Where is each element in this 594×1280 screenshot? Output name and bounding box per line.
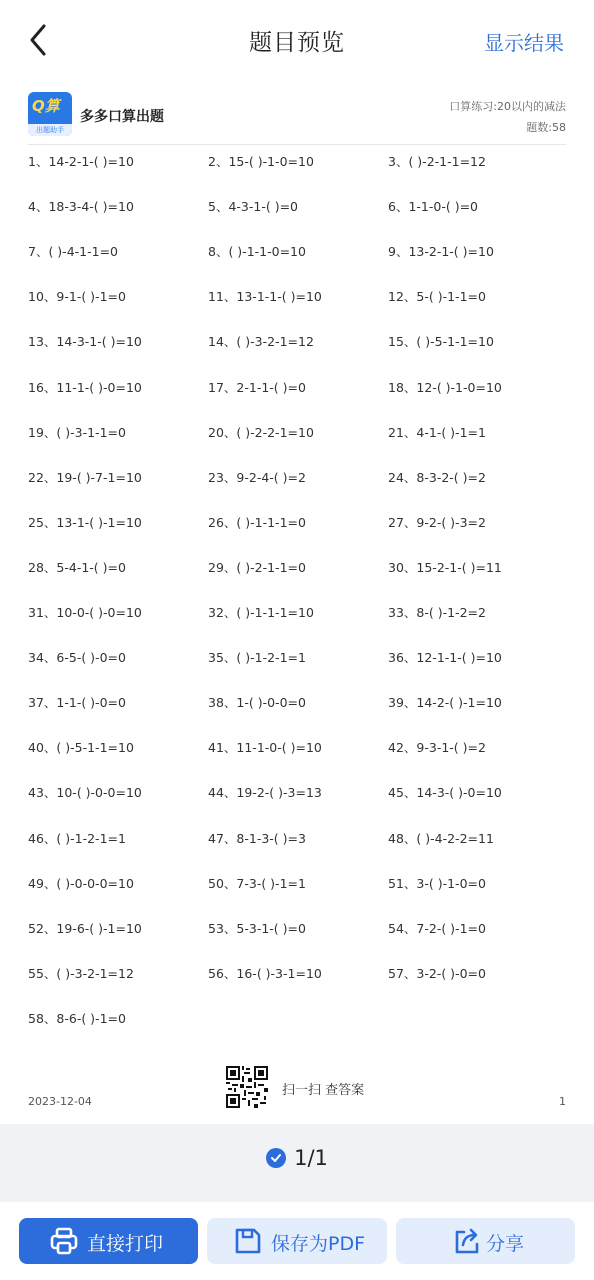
question-item: 50、7-3-( )-1=1 — [208, 875, 306, 891]
question-item: 16、11-1-( )-0=10 — [28, 379, 142, 395]
question-item: 3、( )-2-1-1=12 — [388, 154, 486, 169]
brand-name: 多多口算出题 — [80, 109, 164, 125]
header-divider — [28, 144, 566, 145]
question-item: 52、19-6-( )-1=10 — [28, 920, 142, 936]
page-selector[interactable] — [0, 1146, 594, 1170]
question-item: 36、12-1-1-( )=10 — [388, 650, 502, 666]
question-item: 26、( )-1-1-1=0 — [208, 514, 306, 530]
question-item: 18、12-( )-1-0=10 — [388, 379, 502, 395]
question-item: 55、( )-3-2-1=12 — [28, 965, 134, 981]
worksheet-subject: 口算练习:20以内的减法 — [449, 100, 566, 113]
question-item: 32、( )-1-1-1=10 — [208, 605, 314, 620]
worksheet-date: 2023-12-04 — [28, 1095, 92, 1108]
question-item: 17、2-1-1-( )=0 — [208, 379, 306, 395]
page-count-label: 1/1 — [294, 1146, 328, 1170]
question-item: 47、8-1-3-( )=3 — [208, 830, 306, 846]
question-item: 38、1-( )-0-0=0 — [208, 695, 306, 711]
question-item: 54、7-2-( )-1=0 — [388, 920, 486, 936]
question-item: 33、8-( )-1-2=2 — [388, 605, 486, 620]
question-item: 58、8-6-( )-1=0 — [28, 1010, 126, 1026]
question-item: 5、4-3-1-( )=0 — [208, 199, 298, 215]
question-item: 39、14-2-( )-1=10 — [388, 695, 502, 711]
question-item: 30、15-2-1-( )=11 — [388, 559, 502, 575]
logo-text: Q算 — [32, 97, 60, 115]
question-item: 43、10-( )-0-0=10 — [28, 785, 142, 801]
share-button[interactable] — [396, 1218, 575, 1264]
page-number: 1 — [559, 1095, 566, 1108]
question-item: 14、( )-3-2-1=12 — [208, 334, 314, 350]
share-label: 分享 — [486, 1233, 525, 1255]
question-item: 56、16-( )-3-1=10 — [208, 965, 322, 981]
question-item: 49、( )-0-0-0=10 — [28, 875, 134, 891]
print-label: 直接打印 — [87, 1233, 164, 1255]
nav-bar — [0, 0, 594, 82]
app-logo — [28, 92, 72, 136]
action-bar — [0, 1202, 594, 1280]
question-item: 31、10-0-( )-0=10 — [28, 605, 142, 620]
question-item: 4、18-3-4-( )=10 — [28, 199, 134, 215]
check-circle-icon[interactable] — [266, 1148, 286, 1168]
save-icon — [233, 1226, 263, 1260]
logo-subtitle: 出题助手 — [36, 126, 64, 134]
question-item: 51、3-( )-1-0=0 — [388, 875, 486, 891]
question-item: 41、11-1-0-( )=10 — [208, 740, 322, 756]
question-item: 28、5-4-1-( )=0 — [28, 559, 126, 575]
question-item: 27、9-2-( )-3=2 — [388, 514, 486, 530]
worksheet-preview — [0, 82, 594, 1124]
pager-area — [0, 1124, 594, 1202]
question-item: 46、( )-1-2-1=1 — [28, 830, 126, 846]
question-item: 13、14-3-1-( )=10 — [28, 334, 142, 350]
printer-icon — [49, 1226, 79, 1260]
question-item: 42、9-3-1-( )=2 — [388, 740, 486, 756]
question-item: 35、( )-1-2-1=1 — [208, 650, 306, 666]
question-item: 15、( )-5-1-1=10 — [388, 334, 494, 350]
question-item: 57、3-2-( )-0=0 — [388, 965, 486, 981]
question-item: 45、14-3-( )-0=10 — [388, 785, 502, 801]
question-count: 题数:58 — [526, 121, 566, 134]
question-item: 44、19-2-( )-3=13 — [208, 785, 322, 801]
question-item: 11、13-1-1-( )=10 — [208, 289, 322, 305]
question-item: 12、5-( )-1-1=0 — [388, 289, 486, 305]
question-item: 9、13-2-1-( )=10 — [388, 244, 494, 260]
question-item: 2、15-( )-1-0=10 — [208, 154, 314, 169]
share-icon — [452, 1226, 482, 1260]
print-button[interactable] — [19, 1218, 198, 1264]
show-result-button[interactable]: 显示结果 — [484, 31, 564, 55]
question-item: 40、( )-5-1-1=10 — [28, 740, 134, 756]
question-item: 6、1-1-0-( )=0 — [388, 199, 478, 215]
question-item: 22、19-( )-7-1=10 — [28, 469, 142, 485]
question-item: 8、( )-1-1-0=10 — [208, 244, 306, 260]
page-title: 题目预览 — [249, 30, 345, 56]
question-item: 24、8-3-2-( )=2 — [388, 469, 486, 485]
question-item: 29、( )-2-1-1=0 — [208, 559, 306, 575]
question-item: 7、( )-4-1-1=0 — [28, 244, 118, 260]
question-item: 1、14-2-1-( )=10 — [28, 154, 134, 169]
save-pdf-label: 保存为PDF — [271, 1233, 366, 1255]
question-item: 23、9-2-4-( )=2 — [208, 469, 306, 485]
scan-for-answers: 扫一扫 查答案 — [282, 1083, 365, 1098]
question-item: 25、13-1-( )-1=10 — [28, 514, 142, 530]
question-item: 34、6-5-( )-0=0 — [28, 650, 126, 666]
question-item: 19、( )-3-1-1=0 — [28, 424, 126, 440]
question-item: 21、4-1-( )-1=1 — [388, 424, 486, 440]
question-item: 37、1-1-( )-0=0 — [28, 695, 126, 711]
question-item: 53、5-3-1-( )=0 — [208, 920, 306, 936]
qr-code — [226, 1066, 268, 1108]
question-item: 20、( )-2-2-1=10 — [208, 424, 314, 440]
question-item: 10、9-1-( )-1=0 — [28, 289, 126, 305]
save-pdf-button[interactable] — [207, 1218, 387, 1264]
question-item: 48、( )-4-2-2=11 — [388, 830, 494, 846]
